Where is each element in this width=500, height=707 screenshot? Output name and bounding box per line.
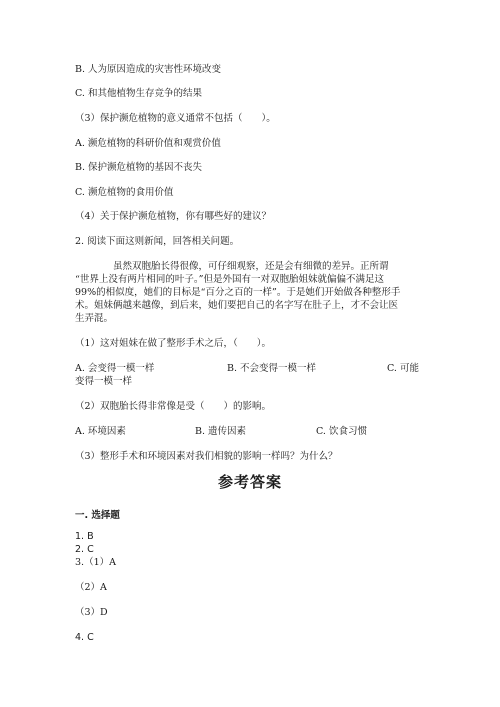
passage-line: 生弄混。 (75, 313, 114, 324)
answer-item: 1. B (75, 531, 94, 542)
r1-option-b: B. 不会变得一模一样 (227, 363, 317, 374)
q3-option-c: C. 濒危植物的食用价值 (75, 187, 174, 198)
r3-question: （3）整形手术和环境因素对我们相貌的影响一样吗？为什么？ (75, 451, 338, 462)
r1-question: （1）这对姐妹在做了整形手术之后，（ ）。 (75, 338, 272, 349)
answer-item: 2. C (75, 544, 94, 555)
r2-option-c: C. 饮食习惯 (316, 426, 367, 437)
r2-option-a: A. 环境因素 (75, 426, 126, 437)
passage-line: “世界上没有两片相同的叶子。”但是外国有一对双胞胎姐妹就偏偏不满足这 (75, 274, 384, 285)
r2-option-b: B. 遗传因素 (195, 426, 247, 437)
answer-title: 参考答案 (217, 473, 282, 491)
passage-line: 虽然双胞胎长得很像，可仔细观察，还是会有细微的差异。正所谓 (75, 261, 389, 272)
q3-option-b: B. 保护濒危植物的基因不丧失 (75, 162, 203, 173)
r2-question: （2）双胞胎长得非常像是受（ ）的影响。 (75, 401, 272, 412)
q3-question: （3）保护濒危植物的意义通常不包括（ ）。 (75, 113, 276, 124)
answer-item: 3.（1）A (75, 557, 116, 568)
answer-section-heading: 一. 选择题 (75, 510, 120, 521)
r1-option-c: C. 可能 (387, 363, 419, 374)
r1-option-c-continued: 变得一模一样 (75, 376, 133, 387)
reading-intro: 2. 阅读下面这则新闻，回答相关问题。 (75, 236, 240, 247)
q2-option-b: B. 人为原因造成的灾害性环境改变 (75, 64, 222, 75)
q4-question: （4）关于保护濒危植物，你有哪些好的建议？ (75, 211, 272, 222)
answer-item: 4. C (75, 632, 94, 643)
answer-item: （3）D (75, 607, 108, 618)
passage-line: 术。姐妹俩越来越像，到后来，她们要把自己的名字写在肚子上，才不会让医 (75, 300, 399, 311)
q2-option-c: C. 和其他植物生存竞争的结果 (75, 88, 202, 99)
q3-option-a: A. 濒危植物的科研价值和观赏价值 (75, 138, 221, 149)
passage-line: 99%的相似度，她们的目标是“百分之百的一样”。于是她们开始做各种整形手 (75, 287, 401, 298)
answer-item: （2）A (75, 582, 107, 593)
r1-option-a: A. 会变得一模一样 (75, 363, 155, 374)
